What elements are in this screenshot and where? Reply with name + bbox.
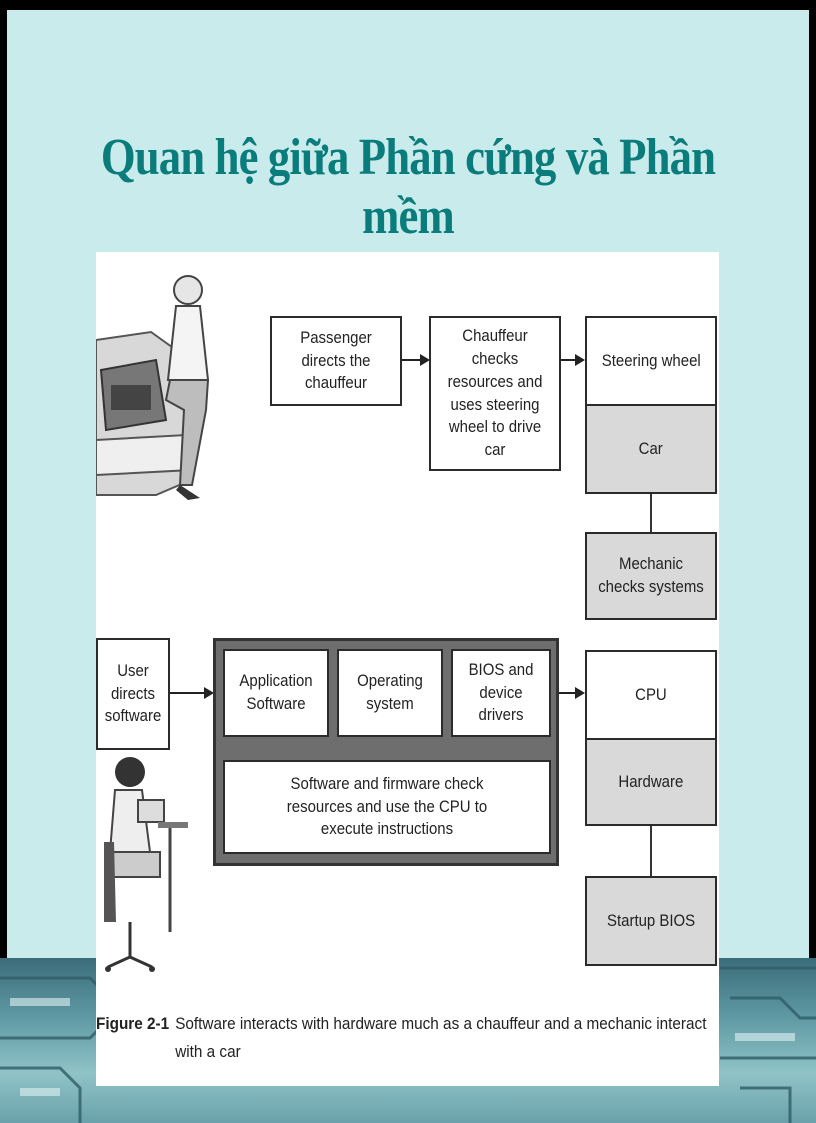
car-box bbox=[585, 404, 717, 494]
firmware-box bbox=[223, 760, 551, 854]
application-software-box bbox=[223, 649, 329, 737]
car-mechanic-connector bbox=[650, 494, 652, 532]
car-label: Car bbox=[638, 438, 664, 458]
operating-system-box bbox=[337, 649, 443, 737]
caption-line-2 bbox=[96, 1038, 657, 1066]
operating-system-label: Operating system bbox=[357, 671, 423, 713]
caption-line-1 bbox=[96, 1010, 707, 1038]
startup-bios-box bbox=[585, 876, 717, 966]
computer-user-illustration bbox=[100, 752, 200, 977]
figure-caption bbox=[96, 1010, 719, 1066]
mechanic-label: Mechanic checks systems bbox=[598, 554, 704, 596]
left-border bbox=[0, 0, 7, 960]
slide-title: Quan hệ giữa Phần cứng và Phần mềm bbox=[100, 129, 716, 245]
bios-drivers-box bbox=[451, 649, 551, 737]
user-box bbox=[96, 638, 170, 750]
caption-text-2: with a car bbox=[175, 1042, 241, 1061]
hardware-label: Hardware bbox=[618, 771, 684, 791]
caption-label: Figure 2-1 bbox=[96, 1014, 170, 1033]
chauffeur-car-illustration bbox=[96, 270, 236, 500]
caption-text-1: Software interacts with hardware much as a chauffeur and a mechanic interact bbox=[175, 1014, 707, 1033]
top-border bbox=[0, 0, 816, 10]
cpu-box bbox=[585, 650, 717, 740]
mechanic-box bbox=[585, 532, 717, 620]
figure-panel bbox=[96, 252, 719, 1086]
arrow-software-to-cpu bbox=[559, 685, 585, 701]
chauffeur-box bbox=[429, 316, 561, 471]
chauffeur-label: Chauffeur checks resources and uses steering wheel to drive car bbox=[447, 325, 543, 460]
passenger-box bbox=[270, 316, 402, 406]
passenger-label: Passenger directs the chauffeur bbox=[300, 327, 372, 393]
hardware-bios-connector bbox=[650, 826, 652, 876]
startup-bios-label: Startup BIOS bbox=[606, 910, 696, 930]
arrow-passenger-to-chauffeur bbox=[402, 352, 430, 368]
steering-wheel-label: Steering wheel bbox=[601, 350, 701, 370]
cpu-label: CPU bbox=[635, 684, 667, 704]
bios-drivers-label: BIOS and device drivers bbox=[468, 659, 534, 725]
firmware-label: Software and firmware check resources and use the CPU to execute instructions bbox=[286, 773, 488, 839]
arrow-chauffeur-to-steering bbox=[561, 352, 585, 368]
arrow-user-to-software bbox=[170, 685, 214, 701]
hardware-box bbox=[585, 738, 717, 826]
application-software-label: Application Software bbox=[239, 671, 313, 713]
steering-wheel-box bbox=[585, 316, 717, 406]
user-label: User directs software bbox=[104, 660, 162, 726]
right-border bbox=[809, 0, 816, 960]
